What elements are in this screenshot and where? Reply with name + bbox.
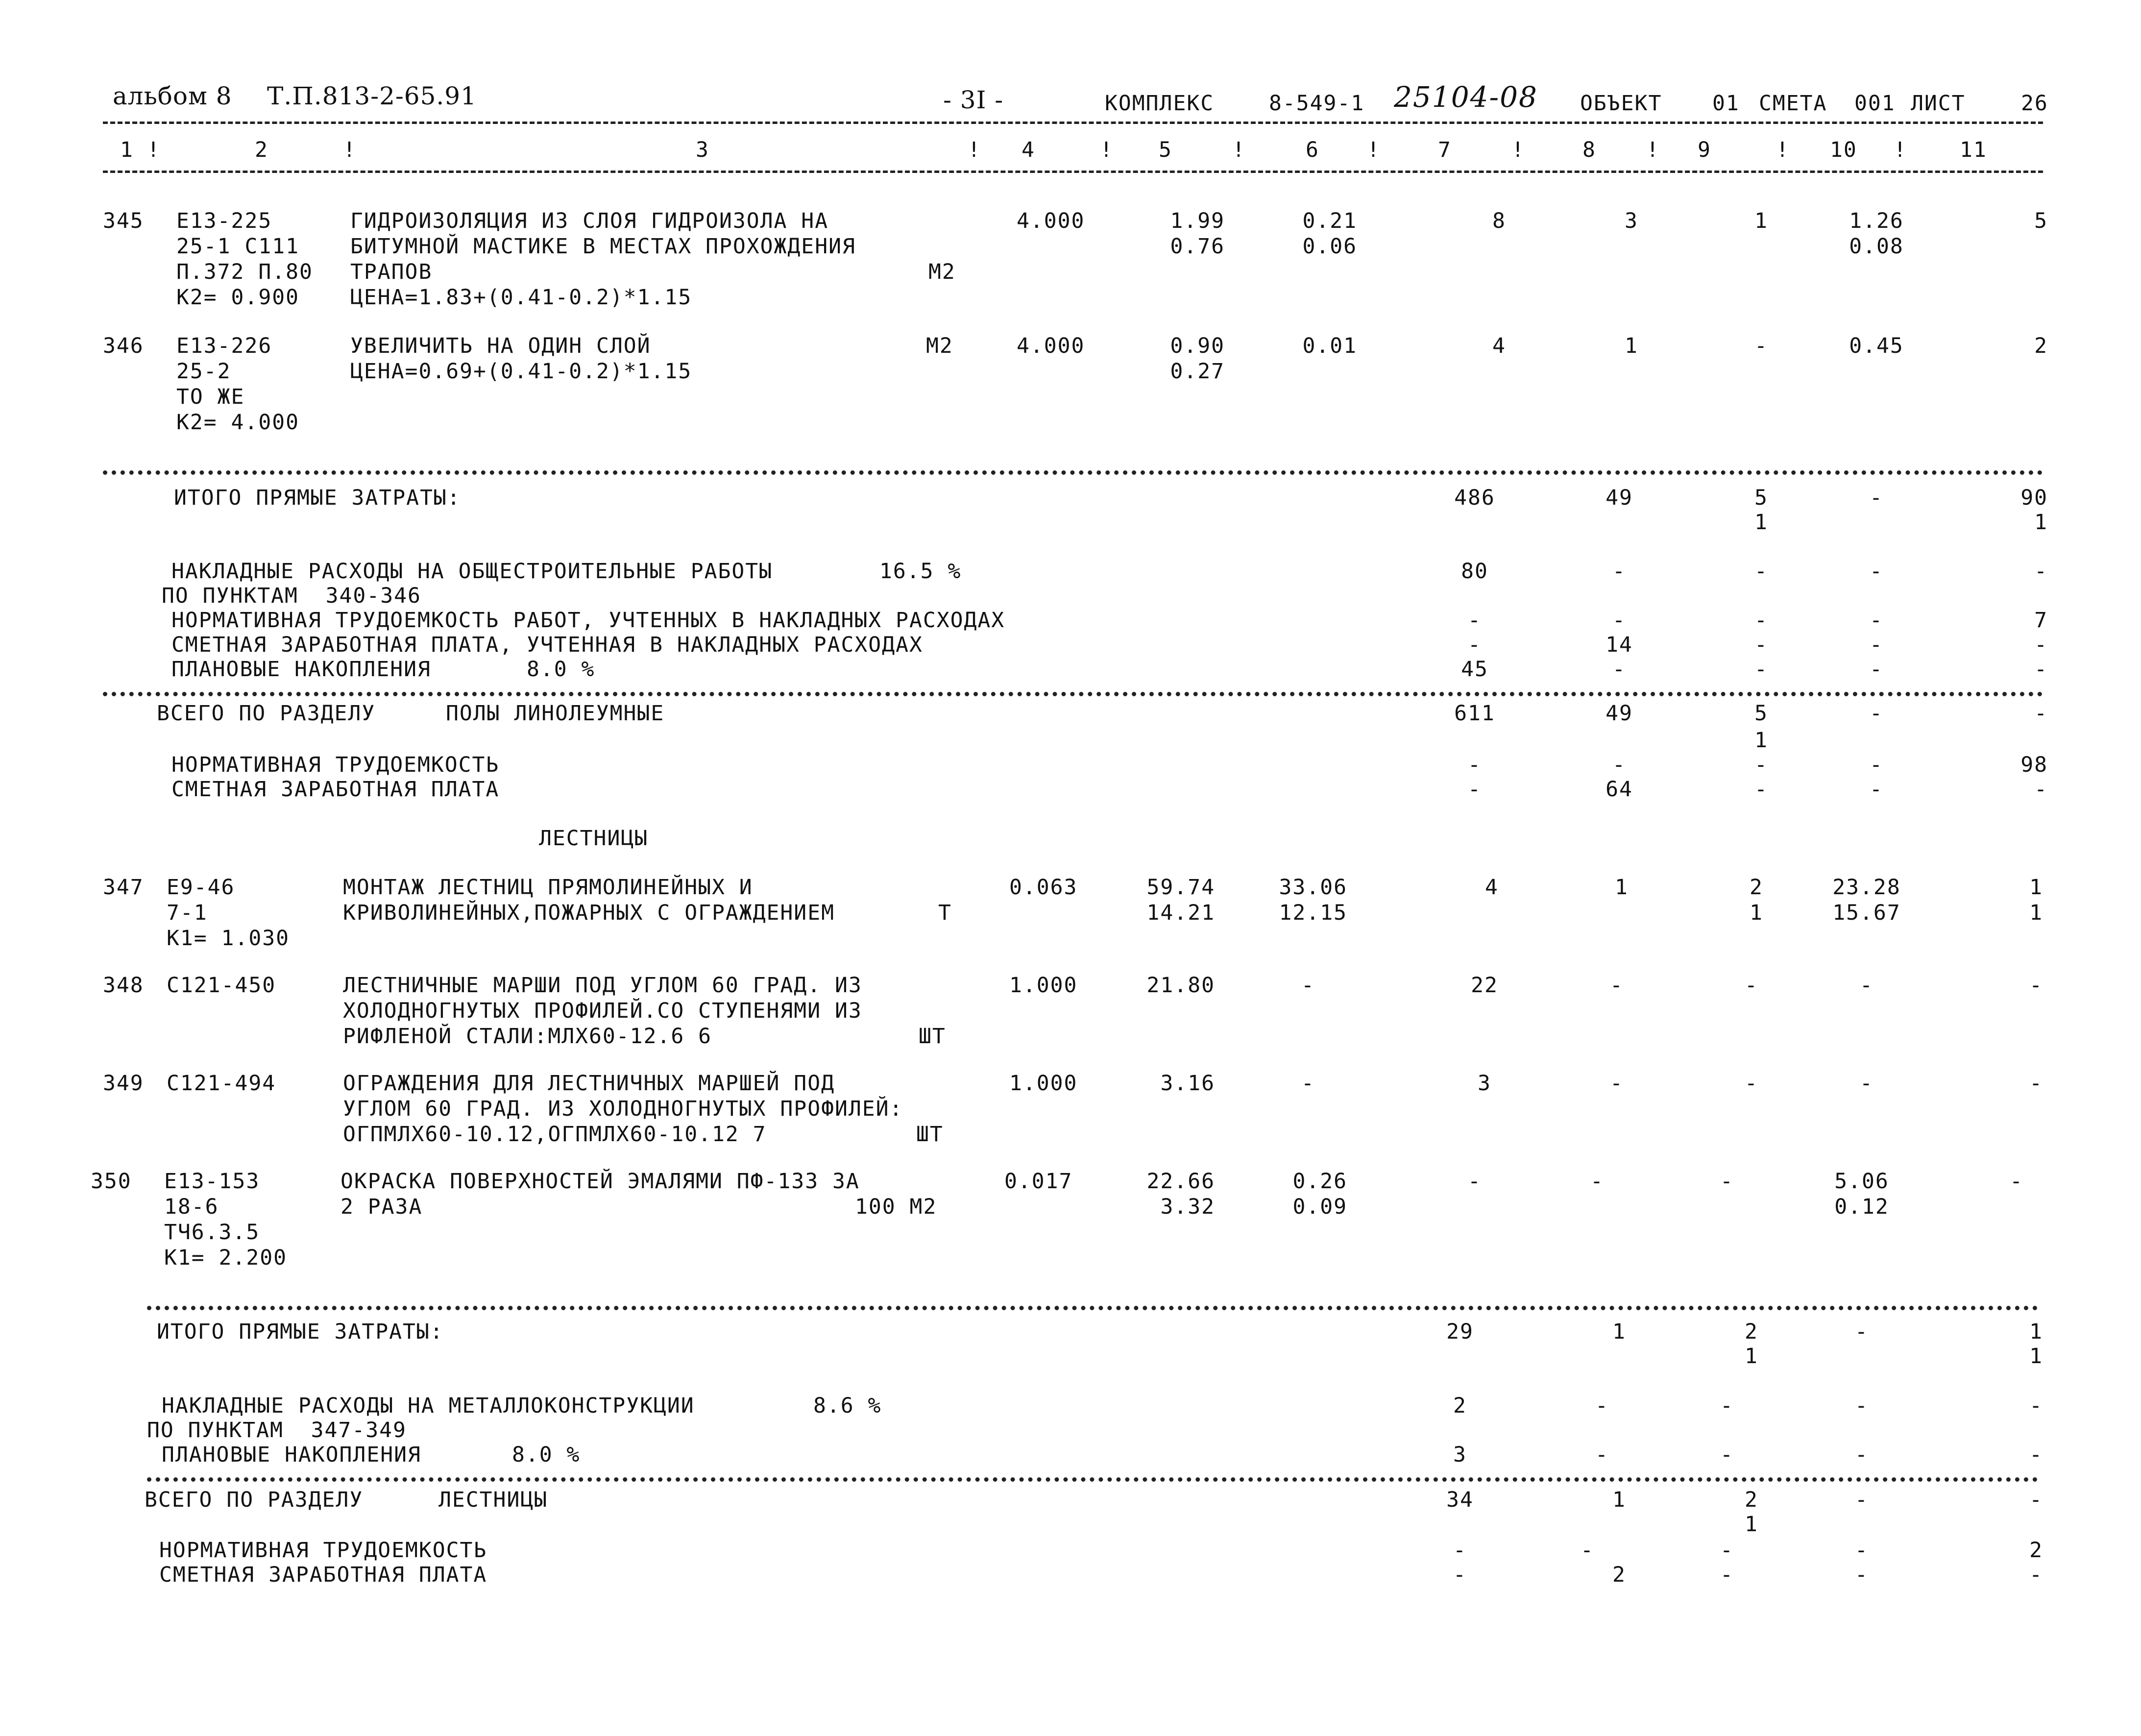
col-9: 9 (1698, 138, 1711, 162)
row-col9: - (1745, 973, 1758, 998)
row-quantity: 0.063 (1009, 875, 1078, 900)
summary-col8: - (1612, 753, 1626, 777)
planned-percent: 8.0 % (512, 1443, 581, 1467)
row-quantity: 1.000 (1009, 1071, 1078, 1096)
row-code: К1= 1.030 (167, 926, 290, 951)
summary-col11: 2 (2029, 1538, 2043, 1563)
summary-col8: - (1581, 1538, 1594, 1563)
row-col6: 0.06 (1302, 234, 1357, 259)
summary-col8: - (1595, 1394, 1609, 1418)
summary-label: НАКЛАДНЫЕ РАСХОДЫ НА МЕТАЛЛОКОНСТРУКЦИИ (162, 1394, 695, 1418)
col-sep: ! (1511, 138, 1525, 162)
row-col5: 0.76 (1170, 234, 1225, 259)
summary-col9: 5 (1754, 486, 1768, 510)
handwritten-number: 25104-08 (1394, 80, 1538, 114)
sheet-label: ЛИСТ (1911, 91, 1966, 116)
row-unit: ШТ (919, 1024, 946, 1049)
row-col9: - (1720, 1169, 1734, 1194)
row-code: С121-494 (167, 1071, 276, 1096)
section-name: ЛЕСТНИЦЫ (438, 1488, 548, 1512)
row-col5: 59.74 (1146, 875, 1215, 900)
summary-col11: - (2034, 633, 2048, 657)
row-code: Е13-226 (176, 334, 272, 358)
row-col6: 0.01 (1302, 334, 1357, 358)
page-number: - 3I - (943, 86, 1004, 114)
summary-label: ИТОГО ПРЯМЫЕ ЗАТРАТЫ: (174, 486, 461, 510)
row-col10: 23.28 (1832, 875, 1901, 900)
col-5: 5 (1159, 138, 1172, 162)
summary-col7: - (1468, 777, 1482, 802)
row-col8: 1 (1615, 875, 1629, 900)
summary-col11: - (2029, 1394, 2043, 1418)
summary-label: СМЕТНАЯ ЗАРАБОТНАЯ ПЛАТА (159, 1563, 487, 1587)
row-description: МОНТАЖ ЛЕСТНИЦ ПРЯМОЛИНЕЙНЫХ И (343, 875, 753, 900)
summary-col11: - (2034, 701, 2048, 726)
row-col5: 0.27 (1170, 359, 1225, 384)
col-1: 1 (120, 138, 134, 162)
row-description: ТРАПОВ (350, 260, 433, 284)
summary-col10: - (1855, 1563, 1869, 1587)
row-col6: 0.26 (1292, 1169, 1347, 1194)
summary-col7: 45 (1461, 657, 1488, 682)
col-sep: ! (147, 138, 161, 162)
row-col11: 1 (2029, 901, 2043, 925)
row-col9: 1 (1750, 901, 1763, 925)
row-code: 25-2 (176, 359, 231, 384)
row-description: 2 РАЗА (341, 1195, 423, 1219)
row-col6: - (1301, 973, 1315, 998)
summary-col9: - (1754, 753, 1768, 777)
overhead-percent: 8.6 % (813, 1394, 882, 1418)
row-col10: - (1860, 973, 1873, 998)
row-col11: 5 (2034, 209, 2048, 233)
row-code: Е13-153 (164, 1169, 260, 1194)
summary-col11: 7 (2034, 608, 2048, 633)
row-unit: М2 (928, 260, 956, 284)
summary-col7: 611 (1454, 701, 1495, 726)
row-col8: 1 (1625, 334, 1638, 358)
header-rule-top (103, 122, 2043, 124)
summary-col10: - (1870, 633, 1883, 657)
summary-col11: - (2034, 777, 2048, 802)
summary-label: СМЕТНАЯ ЗАРАБОТНАЯ ПЛАТА (171, 777, 500, 802)
summary-col10: - (1855, 1443, 1869, 1467)
summary-col9: - (1720, 1538, 1734, 1563)
summary-col10: - (1855, 1320, 1869, 1344)
summary-label: НОРМАТИВНАЯ ТРУДОЕМКОСТЬ (171, 753, 500, 777)
row-col8: - (1610, 973, 1624, 998)
row-description: ХОЛОДНОГНУТЫХ ПРОФИЛЕЙ.СО СТУПЕНЯМИ ИЗ (343, 999, 862, 1023)
row-description: ОГПМЛХ60-10.12,ОГПМЛХ60-10.12 7 (343, 1122, 767, 1147)
summary-col8: 14 (1606, 633, 1633, 657)
row-col5: 0.90 (1170, 334, 1225, 358)
summary-col10: - (1855, 1538, 1869, 1563)
row-col10: 15.67 (1832, 901, 1901, 925)
row-col11: 1 (2029, 875, 2043, 900)
overhead-items: ПО ПУНКТАМ 347-349 (147, 1418, 407, 1443)
dotted-separator (103, 692, 2043, 696)
summary-label: ПЛАНОВЫЕ НАКОПЛЕНИЯ (171, 657, 431, 682)
complex-label: КОМПЛЕКС (1105, 91, 1215, 116)
summary-col11: - (2029, 1563, 2043, 1587)
summary-col9: 5 (1754, 701, 1768, 726)
summary-col11: - (2034, 657, 2048, 682)
row-code: К2= 0.900 (176, 285, 299, 310)
summary-col11: 1 (2029, 1344, 2043, 1369)
row-description: КРИВОЛИНЕЙНЫХ,ПОЖАРНЫХ С ОГРАЖДЕНИЕМ (343, 901, 835, 925)
summary-col9: - (1720, 1443, 1734, 1467)
col-8: 8 (1582, 138, 1596, 162)
row-col9: - (1745, 1071, 1758, 1096)
summary-col9: 1 (1754, 728, 1768, 753)
summary-col10: - (1855, 1394, 1869, 1418)
summary-col7: - (1453, 1538, 1467, 1563)
row-col9: - (1754, 334, 1768, 358)
row-description: РИФЛЕНОЙ СТАЛИ:МЛХ60-12.6 6 (343, 1024, 712, 1049)
row-col10: 0.08 (1849, 234, 1904, 259)
summary-col7: - (1453, 1563, 1467, 1587)
summary-col7: - (1468, 753, 1482, 777)
row-unit: 100 М2 (855, 1195, 937, 1219)
row-col6: 33.06 (1279, 875, 1347, 900)
summary-col10: - (1855, 1488, 1869, 1512)
row-quantity: 4.000 (1017, 334, 1085, 358)
col-4: 4 (1022, 138, 1035, 162)
summary-col10: - (1870, 608, 1883, 633)
dotted-separator (103, 470, 2043, 475)
row-col10: 0.45 (1849, 334, 1904, 358)
summary-label: НАКЛАДНЫЕ РАСХОДЫ НА ОБЩЕСТРОИТЕЛЬНЫЕ РАБОТЫ (171, 559, 773, 584)
row-number: 346 (103, 334, 144, 358)
col-3: 3 (696, 138, 709, 162)
col-sep: ! (1232, 138, 1246, 162)
overhead-items: ПО ПУНКТАМ 340-346 (162, 584, 421, 608)
summary-col11: 90 (2020, 486, 2048, 510)
row-col10: 1.26 (1849, 209, 1904, 233)
row-unit: Т (938, 901, 952, 925)
smeta-label: СМЕТА (1759, 91, 1827, 116)
summary-col8: 1 (1612, 1320, 1626, 1344)
summary-label: ВСЕГО ПО РАЗДЕЛУ (157, 701, 376, 726)
summary-col9: - (1754, 777, 1768, 802)
row-col8: - (1610, 1071, 1624, 1096)
summary-col11: 1 (2034, 510, 2048, 535)
col-10: 10 (1830, 138, 1857, 162)
summary-col10: - (1870, 701, 1883, 726)
row-col7: 22 (1471, 973, 1498, 998)
row-col7: 3 (1478, 1071, 1491, 1096)
row-code: Е9-46 (167, 875, 235, 900)
section-title: ЛЕСТНИЦЫ (539, 826, 649, 851)
row-col10: - (1860, 1071, 1873, 1096)
summary-col7: - (1468, 608, 1482, 633)
dotted-separator (147, 1477, 2038, 1482)
col-sep: ! (1646, 138, 1660, 162)
row-col5: 3.32 (1160, 1195, 1215, 1219)
row-col11: 2 (2034, 334, 2048, 358)
project-code: Т.П.813-2-65.91 (267, 82, 477, 110)
section-name: ПОЛЫ ЛИНОЛЕУМНЫЕ (446, 701, 665, 726)
summary-col11: - (2029, 1443, 2043, 1467)
summary-col10: - (1870, 657, 1883, 682)
summary-label: ПЛАНОВЫЕ НАКОПЛЕНИЯ (162, 1443, 421, 1467)
summary-col8: - (1612, 657, 1626, 682)
summary-col10: - (1870, 777, 1883, 802)
summary-col8: - (1612, 608, 1626, 633)
summary-col9: 2 (1745, 1320, 1758, 1344)
row-number: 347 (103, 875, 144, 900)
row-description: УГЛОМ 60 ГРАД. ИЗ ХОЛОДНОГНУТЫХ ПРОФИЛЕЙ: (343, 1097, 903, 1121)
row-col11: - (2029, 973, 2043, 998)
summary-col9: - (1754, 633, 1768, 657)
summary-label: СМЕТНАЯ ЗАРАБОТНАЯ ПЛАТА, УЧТЕННАЯ В НАКЛАДНЫХ РАСХОДАХ (171, 633, 923, 657)
summary-label: ИТОГО ПРЯМЫЕ ЗАТРАТЫ: (157, 1320, 444, 1344)
summary-col11: - (2029, 1488, 2043, 1512)
summary-col10: - (1870, 753, 1883, 777)
col-sep: ! (1100, 138, 1114, 162)
row-number: 345 (103, 209, 144, 233)
row-col7: - (1468, 1169, 1482, 1194)
row-description: ЦЕНА=0.69+(0.41-0.2)*1.15 (350, 359, 692, 384)
row-col9: 2 (1750, 875, 1763, 900)
row-description: ЛЕСТНИЧНЫЕ МАРШИ ПОД УГЛОМ 60 ГРАД. ИЗ (343, 973, 862, 998)
col-sep: ! (968, 138, 981, 162)
row-description: УВЕЛИЧИТЬ НА ОДИН СЛОЙ (350, 334, 651, 358)
row-code: ТО ЖЕ (176, 385, 245, 409)
row-col5: 3.16 (1160, 1071, 1215, 1096)
summary-col10: - (1870, 486, 1883, 510)
row-col5: 22.66 (1146, 1169, 1215, 1194)
summary-label: НОРМАТИВНАЯ ТРУДОЕМКОСТЬ (159, 1538, 487, 1563)
row-code: ТЧ6.3.5 (164, 1220, 260, 1245)
row-col9: 1 (1754, 209, 1768, 233)
row-quantity: 1.000 (1009, 973, 1078, 998)
summary-col7: 80 (1461, 559, 1488, 584)
row-quantity: 0.017 (1004, 1169, 1073, 1194)
row-col6: 0.21 (1302, 209, 1357, 233)
summary-col8: - (1595, 1443, 1609, 1467)
row-col11: - (2029, 1071, 2043, 1096)
header-rule-bottom (103, 171, 2043, 173)
summary-col9: 1 (1745, 1344, 1758, 1369)
row-number: 350 (91, 1169, 132, 1194)
complex-code: 8-549-1 (1269, 91, 1365, 116)
summary-col8: 64 (1606, 777, 1633, 802)
summary-col7: 3 (1453, 1443, 1467, 1467)
row-description: ЦЕНА=1.83+(0.41-0.2)*1.15 (350, 285, 692, 310)
row-number: 348 (103, 973, 144, 998)
summary-col7: 29 (1446, 1320, 1474, 1344)
row-col5: 21.80 (1146, 973, 1215, 998)
summary-col11: 98 (2020, 753, 2048, 777)
summary-col8: - (1612, 559, 1626, 584)
summary-col9: - (1754, 608, 1768, 633)
smeta-number: 001 (1854, 91, 1896, 116)
row-code: К2= 4.000 (176, 410, 299, 435)
summary-label: НОРМАТИВНАЯ ТРУДОЕМКОСТЬ РАБОТ, УЧТЕННЫХ В НАКЛАДНЫХ РАСХОДАХ (171, 608, 1005, 633)
row-description: ГИДРОИЗОЛЯЦИЯ ИЗ СЛОЯ ГИДРОИЗОЛА НА (350, 209, 829, 233)
row-col10: 0.12 (1834, 1195, 1889, 1219)
summary-col10: - (1870, 559, 1883, 584)
row-col8: 3 (1625, 209, 1638, 233)
summary-col7: 34 (1446, 1488, 1474, 1512)
summary-col8: 1 (1612, 1488, 1626, 1512)
sheet-number: 26 (2021, 91, 2048, 116)
row-unit: ШТ (916, 1122, 944, 1147)
row-code: П.372 П.80 (176, 260, 313, 284)
summary-col9: 1 (1754, 510, 1768, 535)
row-col6: 0.09 (1292, 1195, 1347, 1219)
row-col5: 1.99 (1170, 209, 1225, 233)
row-code: 25-1 С111 (176, 234, 299, 259)
row-col6: 12.15 (1279, 901, 1347, 925)
row-col10: 5.06 (1834, 1169, 1889, 1194)
album-label: альбом 8 (113, 82, 232, 110)
row-col6: - (1301, 1071, 1315, 1096)
row-quantity: 4.000 (1017, 209, 1085, 233)
object-label: ОБЪЕКТ (1580, 91, 1662, 116)
summary-col9: - (1720, 1394, 1734, 1418)
row-col7: 8 (1492, 209, 1506, 233)
row-col7: 4 (1492, 334, 1506, 358)
col-6: 6 (1306, 138, 1319, 162)
row-code: С121-450 (167, 973, 276, 998)
col-sep: ! (1776, 138, 1790, 162)
summary-col9: 2 (1745, 1488, 1758, 1512)
summary-col8: 2 (1612, 1563, 1626, 1587)
row-unit: М2 (926, 334, 953, 358)
summary-col9: - (1754, 559, 1768, 584)
row-number: 349 (103, 1071, 144, 1096)
summary-col11: 1 (2029, 1320, 2043, 1344)
col-sep: ! (1367, 138, 1381, 162)
dotted-separator (147, 1306, 2038, 1310)
col-2: 2 (255, 138, 268, 162)
col-11: 11 (1960, 138, 1987, 162)
overhead-percent: 16.5 % (879, 559, 962, 584)
summary-col8: 49 (1606, 701, 1633, 726)
row-code: 7-1 (167, 901, 208, 925)
row-col5: 14.21 (1146, 901, 1215, 925)
row-col8: - (1590, 1169, 1604, 1194)
summary-col7: 2 (1453, 1394, 1467, 1418)
row-description: ОГРАЖДЕНИЯ ДЛЯ ЛЕСТНИЧНЫХ МАРШЕЙ ПОД (343, 1071, 835, 1096)
summary-label: ВСЕГО ПО РАЗДЕЛУ (145, 1488, 364, 1512)
summary-col9: - (1754, 657, 1768, 682)
row-code: К1= 2.200 (164, 1246, 287, 1270)
row-code: Е13-225 (176, 209, 272, 233)
summary-col9: 1 (1745, 1512, 1758, 1537)
object-number: 01 (1712, 91, 1740, 116)
summary-col8: 49 (1606, 486, 1633, 510)
planned-percent: 8.0 % (527, 657, 595, 682)
row-description: ОКРАСКА ПОВЕРХНОСТЕЙ ЭМАЛЯМИ ПФ-133 ЗА (341, 1169, 860, 1194)
row-description: БИТУМНОЙ МАСТИКЕ В МЕСТАХ ПРОХОЖДЕНИЯ (350, 234, 856, 259)
col-7: 7 (1438, 138, 1452, 162)
summary-col7: - (1468, 633, 1482, 657)
col-sep: ! (1894, 138, 1907, 162)
row-col11: - (2010, 1169, 2023, 1194)
summary-col7: 486 (1454, 486, 1495, 510)
row-col7: 4 (1485, 875, 1499, 900)
row-code: 18-6 (164, 1195, 219, 1219)
summary-col11: - (2034, 559, 2048, 584)
summary-col9: - (1720, 1563, 1734, 1587)
col-sep: ! (343, 138, 357, 162)
